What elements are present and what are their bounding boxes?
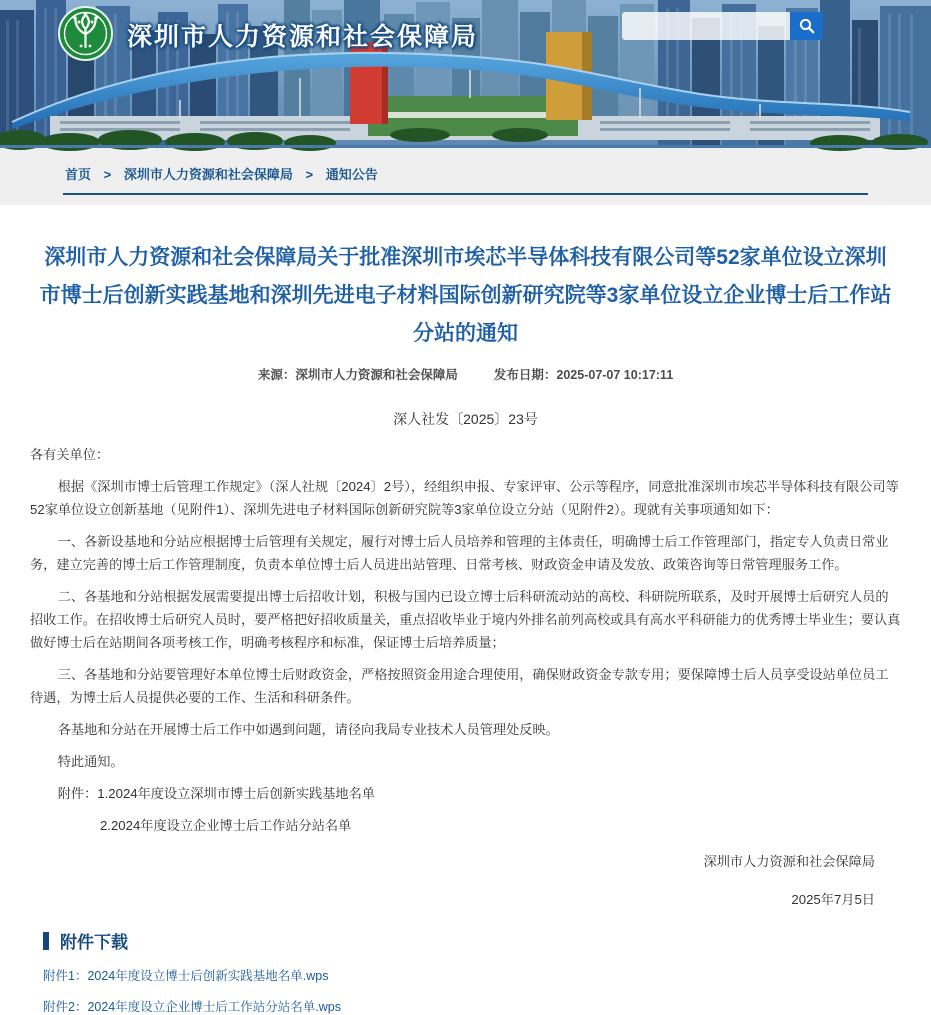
signature-block [30, 851, 901, 908]
search-button[interactable] [790, 12, 823, 40]
article-meta [30, 365, 901, 383]
bureau-logo-tree-seal-icon [58, 6, 113, 61]
article-title: 深圳市人力资源和社会保障局关于批准深圳市埃芯半导体科技有限公司等52家单位设立深圳市博士后创新实践基地和深圳先进电子材料国际创新研究院等3家单位设立企业博士后工作站分站的通知 [39, 246, 892, 345]
signature-date: 2025年7月5日 [791, 892, 875, 907]
breadcrumb [63, 148, 868, 195]
breadcrumb-separator: > [103, 167, 112, 182]
breadcrumb-notices-link[interactable]: 通知公告 [325, 167, 378, 182]
breadcrumb-bureau-link[interactable]: 深圳市人力资源和社会保障局 [123, 167, 293, 182]
breadcrumb-home-link[interactable]: 首页 [65, 167, 92, 182]
breadcrumb-strip [0, 148, 931, 205]
document-number: 深人社发〔2025〕23号 [393, 411, 538, 427]
attachment-heading [43, 928, 901, 953]
paragraph-closing: 特此通知。 [57, 754, 124, 769]
publish-date-label: 发布日期： [493, 368, 557, 382]
site-title: 深圳市人力资源和社会保障局 [127, 23, 479, 51]
paragraph-item-3: 三、各基地和分站要管理好本单位博士后财政资金，严格按照资金用途合理使用，确保财政资金专款专用；要保障博士后人员享受设站单位员工待遇，为博士后人员提供必要的工作、生活和科研条件。 [30, 667, 889, 705]
search-bar [622, 12, 823, 40]
paragraph-item-2: 二、各基地和分站根据发展需要提出博士后招收计划，积极与国内已设立博士后科研流动站的高校、科研院所联系，及时开展博士后研究人员的招收工作。在招收博士后研究人员时，要严格把好招收质量关，重点招收毕业于境内外排名前列高校或具有高水平科研能力的优秀博士毕业生；要认真做好博士后在站期间各项考核工作，明确考核程序和标准，保证博士后培养质量； [30, 589, 901, 650]
paragraph-intro: 根据《深圳市博士后管理工作规定》（深人社规〔2024〕2号），经组织申报、专家评审、公示等程序，同意批准深圳市埃芯半导体科技有限公司等52家单位设立创新基地（见附件1）、深圳先进电子材料国际创新研究院等3家单位设立分站（见附件2）。现就有关事项通知如下： [30, 479, 899, 517]
magnifier-icon [799, 18, 815, 34]
source-label: 来源： [257, 368, 296, 382]
publish-date-value: 2025-07-07 10:17:11 [556, 368, 674, 382]
breadcrumb-separator: > [305, 167, 314, 182]
search-input[interactable] [622, 12, 790, 40]
source-value: 深圳市人力资源和社会保障局 [295, 368, 458, 382]
signature-org: 深圳市人力资源和社会保障局 [703, 854, 875, 869]
header-banner [0, 0, 931, 148]
article-body [30, 443, 901, 837]
attachment-link-1[interactable]: 附件1：2024年度设立博士后创新实践基地名单.wps [43, 969, 329, 983]
paragraph-item-1: 一、各新设基地和分站应根据博士后管理有关规定，履行对博士后人员培养和管理的主体责任，明确博士后工作管理部门，指定专人负责日常业务，建立完善的博士后工作管理制度，负责本单位博士后人员进出站管理、日常考核、财政资金申请及发放、政策咨询等日常管理服务工作。 [30, 534, 889, 572]
paragraph-annex-1: 附件：1.2024年度设立深圳市博士后创新实践基地名单 [57, 786, 375, 801]
article-content [0, 205, 931, 1015]
attachment-section [30, 928, 901, 1015]
heading-accent-bar [43, 932, 49, 950]
paragraph-contact: 各基地和分站在开展博士后工作中如遇到问题，请径向我局专业技术人员管理处反映。 [57, 722, 559, 737]
paragraph-salutation: 各有关单位： [30, 447, 110, 462]
attachment-links [43, 966, 901, 1015]
attachment-heading-text: 附件下载 [60, 933, 128, 952]
paragraph-annex-2: 2.2024年度设立企业博士后工作站分站名单 [99, 818, 352, 833]
attachment-link-2[interactable]: 附件2：2024年度设立企业博士后工作站分站名单.wps [43, 1000, 341, 1014]
